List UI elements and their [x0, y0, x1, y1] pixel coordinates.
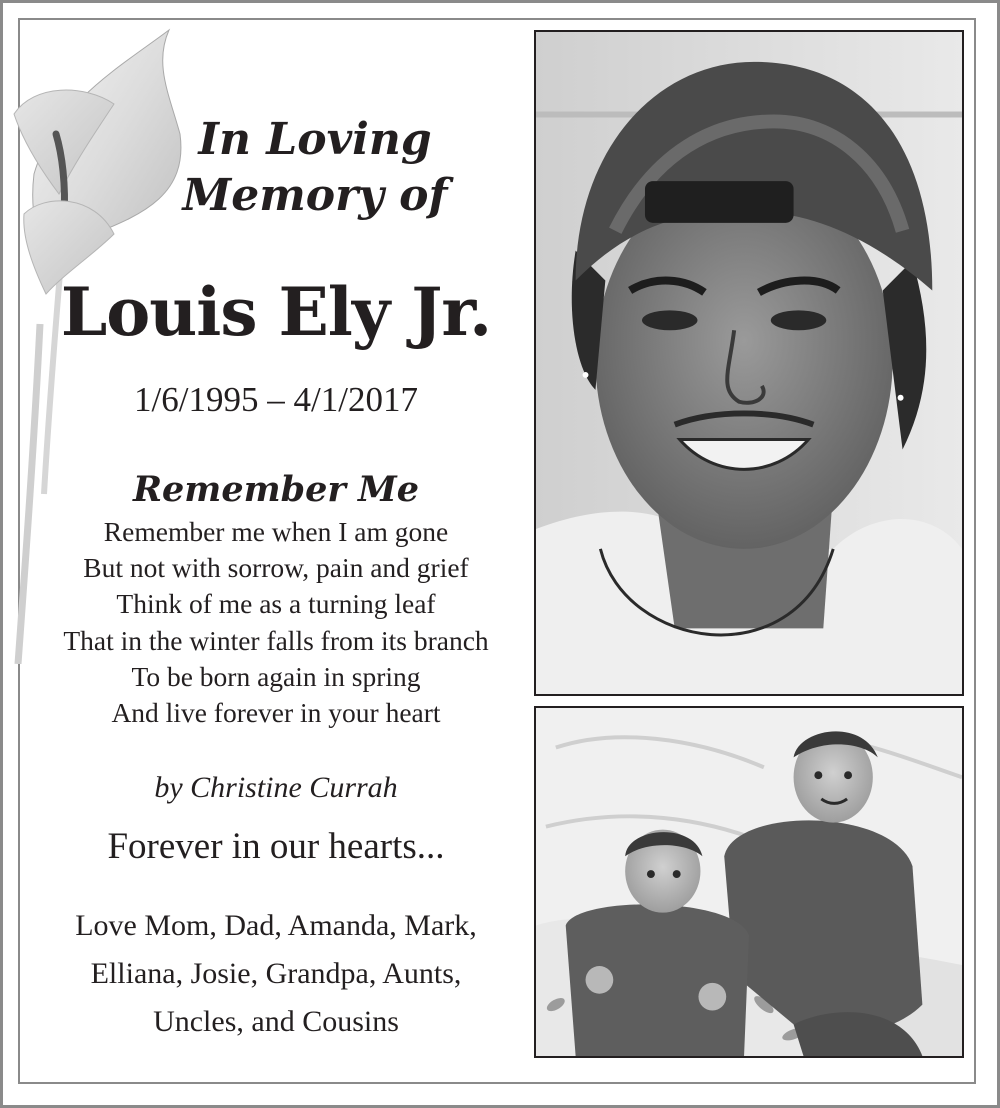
poem-title: Remember Me	[132, 469, 420, 510]
life-dates: 1/6/1995 – 4/1/2017	[134, 380, 418, 419]
poem-line: Think of me as a turning leaf	[116, 588, 436, 620]
signature-line: Love Mom, Dad, Amanda, Mark,	[75, 909, 477, 942]
signature-line: Elliana, Josie, Grandpa, Aunts,	[90, 957, 462, 990]
heading-line2: Memory of	[182, 170, 448, 221]
poem-line: To be born again in spring	[131, 660, 421, 692]
deceased-name: Louis Ely Jr.	[60, 273, 492, 351]
children-photo-icon	[536, 708, 962, 1056]
forever-in-hearts: Forever in our hearts...	[107, 826, 445, 867]
portrait-photo-icon	[536, 32, 962, 694]
heading-line1: In Loving	[198, 114, 432, 165]
poem-line: And live forever in your heart	[111, 697, 441, 729]
poem-line: Remember me when I am gone	[103, 516, 449, 547]
poem-author: by Christine Currah	[154, 771, 398, 804]
poem-line: But not with sorrow, pain and grief	[83, 552, 469, 584]
children-photo	[534, 706, 964, 1058]
signature-line: Uncles, and Cousins	[153, 1005, 399, 1038]
family-signature	[22, 902, 530, 1046]
memorial-heading	[150, 112, 480, 224]
portrait-photo	[534, 30, 964, 696]
poem-line: That in the winter falls from its branch	[63, 624, 489, 656]
poem-body	[22, 514, 530, 731]
